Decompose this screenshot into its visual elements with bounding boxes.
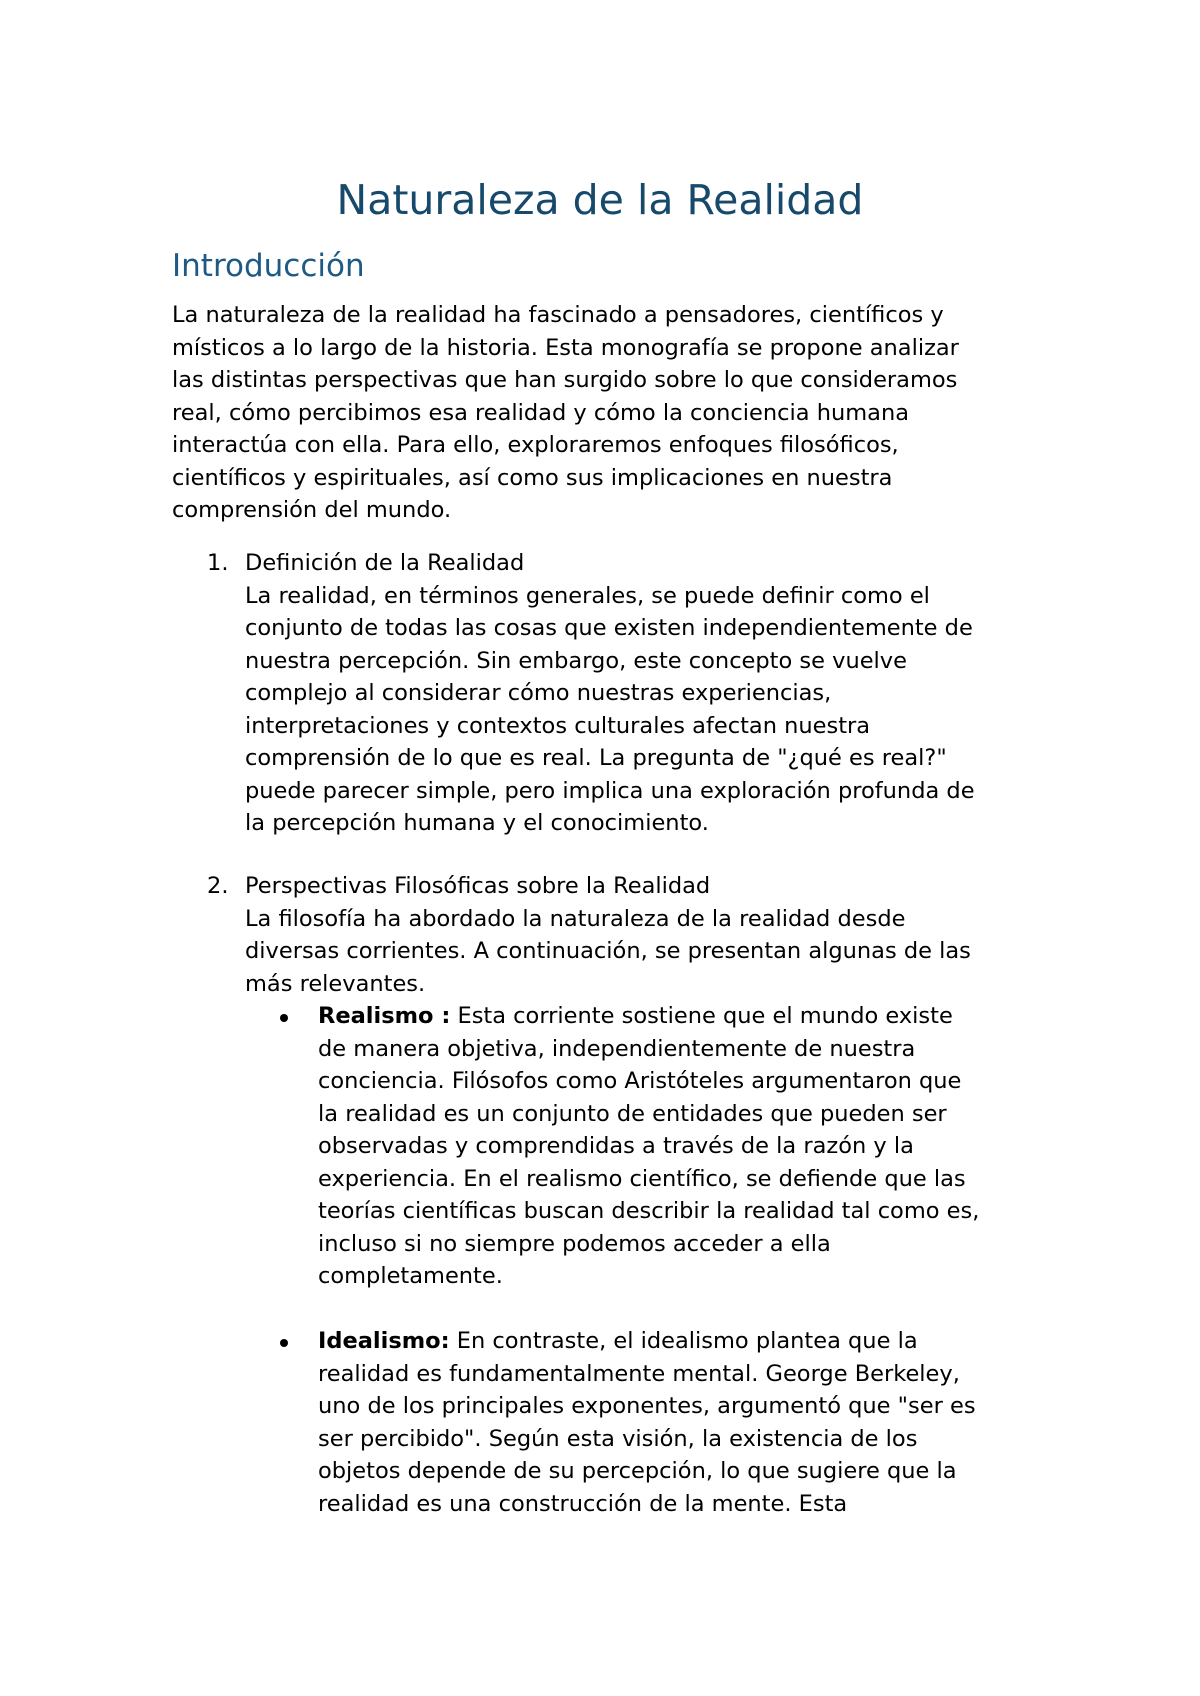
intro-line: real, cómo percibimos esa realidad y cómo la conciencia humana [172,399,909,426]
body-line: nuestra percepción. Sin embargo, este concepto se vuelve [245,647,907,674]
bullet-line: experiencia. En el realismo científico, se defiende que las [318,1165,966,1192]
bullet-term: Realismo : [318,1003,451,1029]
body-line: interpretaciones y contextos culturales afectan nuestra [245,712,871,739]
section-body [245,580,1045,840]
list-number: 1. [207,550,229,576]
section-perspectivas [207,870,1045,1000]
bullet-text: En contraste, el idealismo plantea que la [449,1328,918,1354]
bullet-line: completamente. [318,1263,503,1289]
list-number: 2. [207,873,229,899]
bullet-term: Idealismo: [318,1328,450,1354]
body-line: comprensión de lo que es real. La pregunta de "¿qué es real?" [245,745,947,771]
bullet-line: realidad es fundamentalmente mental. George Berkeley, [318,1360,960,1387]
body-line: diversas corrientes. A continuación, se presentan algunas de las [245,938,971,964]
bullet-icon [280,1339,288,1347]
body-line: complejo al considerar cómo nuestras experiencias, [245,680,832,706]
bullet-line: teorías científicas buscan describir la realidad tal como es, [318,1198,980,1224]
bullet-line: incluso si no siempre podemos acceder a ella [318,1230,831,1257]
bullet-line: la realidad es un conjunto de entidades que pueden ser [318,1100,947,1127]
bullet-text: Esta corriente sostiene que el mundo existe [450,1003,953,1029]
bullet-first-line [318,1000,1043,1033]
body-line: más relevantes. [245,970,426,997]
section-heading: Perspectivas Filosóficas sobre la Realidad [245,873,711,899]
bullet-line: uno de los principales exponentes, argumentó que "ser es [318,1393,976,1419]
intro-line: científicos y espirituales, así como sus implicaciones en nuestra [172,464,893,491]
body-line: puede parecer simple, pero implica una exploración profunda de [245,777,975,804]
body-line: la percepción humana y el conocimiento. [245,810,709,836]
bullet-icon [280,1014,288,1022]
bullet-idealismo [318,1325,1043,1520]
bullet-line: realidad es una construcción de la mente. Esta [318,1490,848,1517]
intro-line: interactúa con ella. Para ello, exploraremos enfoques filosóficos, [172,432,899,458]
bullet-line: observadas y comprendidas a través de la razón y la [318,1133,914,1159]
bullet-realismo [318,1000,1043,1293]
bullet-line: objetos depende de su percepción, lo que sugiere que la [318,1458,957,1484]
body-line: La realidad, en términos generales, se puede definir como el [245,582,930,609]
intro-heading: Introducción [172,248,365,284]
section-heading: Definición de la Realidad [245,550,525,576]
section-definicion [207,547,1045,840]
bullet-line: conciencia. Filósofos como Aristóteles argumentaron que [318,1068,962,1094]
intro-line: místicos a lo largo de la historia. Esta monografía se propone analizar [172,334,959,361]
bullet-first-line [318,1325,1043,1358]
intro-line: comprensión del mundo. [172,497,452,523]
bullet-line: ser percibido". Según esta visión, la existencia de los [318,1425,918,1452]
body-line: conjunto de todas las cosas que existen independientemente de [245,615,973,641]
intro-line: las distintas perspectivas que han surgido sobre lo que consideramos [172,367,958,393]
intro-line: La naturaleza de la realidad ha fascinado a pensadores, científicos y [172,302,944,328]
document-title: Naturaleza de la Realidad [336,176,864,224]
bullet-line: de manera objetiva, independientemente de nuestra [318,1035,916,1062]
intro-paragraph [172,299,1042,527]
section-body [245,903,1045,1001]
body-line: La filosofía ha abordado la naturaleza de la realidad desde [245,905,906,932]
